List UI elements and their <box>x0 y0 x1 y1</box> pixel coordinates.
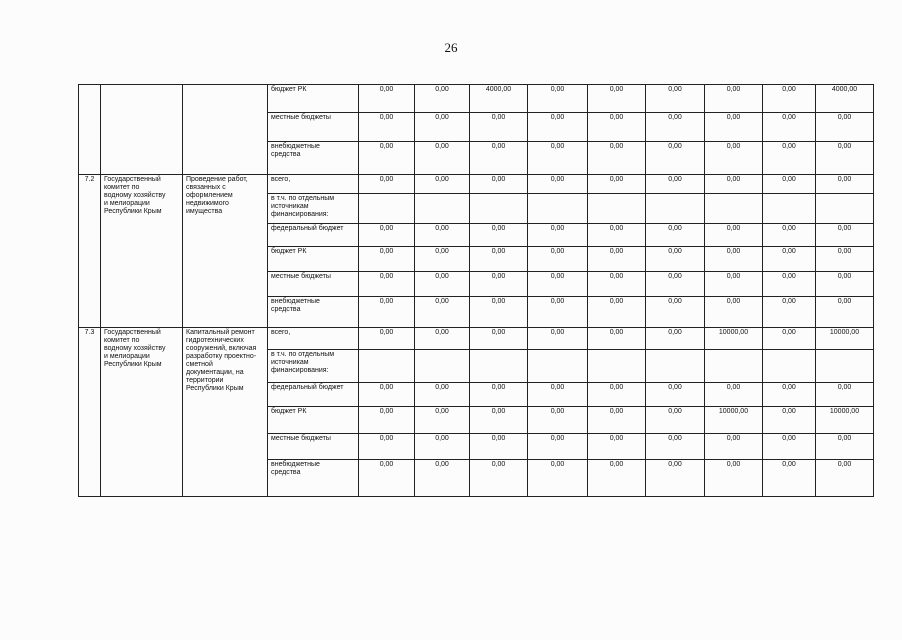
amount-cell: 0,00 <box>359 142 415 175</box>
amount-cell: 0,00 <box>528 460 588 497</box>
amount-cell: 0,00 <box>470 142 528 175</box>
amount-cell: 0,00 <box>470 407 528 434</box>
amount-cell: 0,00 <box>816 297 874 328</box>
executor-cell: Государственный комитет по водному хозяйству и мелиорации Республики Крым <box>101 328 183 497</box>
amount-cell: 0,00 <box>528 297 588 328</box>
amount-cell: 0,00 <box>470 224 528 247</box>
amount-cell: 0,00 <box>588 113 646 142</box>
amount-cell: 0,00 <box>415 113 470 142</box>
amount-cell: 0,00 <box>763 142 816 175</box>
amount-cell: 0,00 <box>528 142 588 175</box>
funding-source-cell: местные бюджеты <box>268 113 359 142</box>
amount-cell: 0,00 <box>359 434 415 460</box>
amount-cell: 0,00 <box>646 224 705 247</box>
amount-cell: 0,00 <box>359 113 415 142</box>
amount-cell: 0,00 <box>705 142 763 175</box>
amount-cell: 0,00 <box>528 85 588 113</box>
amount-cell: 0,00 <box>359 297 415 328</box>
amount-cell: 0,00 <box>705 175 763 194</box>
amount-cell <box>470 350 528 383</box>
amount-cell: 0,00 <box>763 407 816 434</box>
funding-source-cell: внебюджетные средства <box>268 142 359 175</box>
amount-cell: 0,00 <box>470 175 528 194</box>
funding-source-cell: бюджет РК <box>268 407 359 434</box>
amount-cell: 0,00 <box>415 460 470 497</box>
amount-cell: 10000,00 <box>705 328 763 350</box>
table-row <box>79 85 874 113</box>
funding-source-cell: внебюджетные средства <box>268 297 359 328</box>
amount-cell: 0,00 <box>359 85 415 113</box>
amount-cell: 0,00 <box>705 383 763 407</box>
action-cell: Капитальный ремонт гидротехнических сооружений, включая разработку проектно- сметной документации, на территории Республики Крым <box>183 328 268 497</box>
amount-cell: 0,00 <box>470 328 528 350</box>
row-number <box>79 85 101 175</box>
row-number: 7.3 <box>79 328 101 497</box>
amount-cell <box>816 194 874 224</box>
funding-source-cell: федеральный бюджет <box>268 383 359 407</box>
amount-cell: 0,00 <box>359 407 415 434</box>
action-cell <box>183 85 268 175</box>
table-row <box>79 175 874 194</box>
amount-cell: 0,00 <box>763 247 816 272</box>
amount-cell: 0,00 <box>588 224 646 247</box>
amount-cell: 0,00 <box>528 247 588 272</box>
funding-source-cell: федеральный бюджет <box>268 224 359 247</box>
amount-cell: 0,00 <box>470 460 528 497</box>
amount-cell: 0,00 <box>415 175 470 194</box>
amount-cell: 0,00 <box>763 434 816 460</box>
amount-cell: 0,00 <box>763 383 816 407</box>
amount-cell: 0,00 <box>588 272 646 297</box>
amount-cell: 0,00 <box>528 328 588 350</box>
amount-cell: 0,00 <box>646 247 705 272</box>
executor-cell <box>101 85 183 175</box>
action-cell: Проведение работ, связанных с оформлением недвижимого имущества <box>183 175 268 328</box>
amount-cell: 0,00 <box>415 297 470 328</box>
amount-cell: 0,00 <box>470 383 528 407</box>
amount-cell: 0,00 <box>588 175 646 194</box>
amount-cell: 0,00 <box>646 175 705 194</box>
amount-cell: 0,00 <box>816 224 874 247</box>
amount-cell: 0,00 <box>646 383 705 407</box>
amount-cell: 0,00 <box>528 383 588 407</box>
amount-cell: 10000,00 <box>816 328 874 350</box>
amount-cell: 0,00 <box>588 460 646 497</box>
amount-cell: 0,00 <box>646 460 705 497</box>
amount-cell: 0,00 <box>816 383 874 407</box>
amount-cell: 0,00 <box>705 297 763 328</box>
row-number: 7.2 <box>79 175 101 328</box>
amount-cell: 0,00 <box>816 434 874 460</box>
amount-cell: 0,00 <box>646 328 705 350</box>
amount-cell: 0,00 <box>415 224 470 247</box>
amount-cell: 10000,00 <box>705 407 763 434</box>
amount-cell: 0,00 <box>646 297 705 328</box>
amount-cell: 0,00 <box>588 434 646 460</box>
amount-cell: 0,00 <box>646 272 705 297</box>
amount-cell: 0,00 <box>763 85 816 113</box>
amount-cell: 0,00 <box>646 434 705 460</box>
amount-cell <box>528 350 588 383</box>
amount-cell: 0,00 <box>588 142 646 175</box>
amount-cell: 0,00 <box>646 142 705 175</box>
amount-cell: 0,00 <box>528 407 588 434</box>
amount-cell: 0,00 <box>646 85 705 113</box>
funding-source-cell: в т.ч. по отдельным источникам финансирования: <box>268 350 359 383</box>
amount-cell <box>646 350 705 383</box>
funding-source-cell: всего, <box>268 175 359 194</box>
amount-cell <box>646 194 705 224</box>
amount-cell: 0,00 <box>359 224 415 247</box>
amount-cell <box>705 194 763 224</box>
amount-cell <box>470 194 528 224</box>
amount-cell: 0,00 <box>359 175 415 194</box>
amount-cell: 0,00 <box>705 85 763 113</box>
funding-source-cell: местные бюджеты <box>268 434 359 460</box>
amount-cell: 0,00 <box>528 175 588 194</box>
amount-cell: 0,00 <box>646 113 705 142</box>
amount-cell: 0,00 <box>415 383 470 407</box>
amount-cell: 0,00 <box>705 224 763 247</box>
amount-cell <box>359 350 415 383</box>
amount-cell: 10000,00 <box>816 407 874 434</box>
funding-table <box>78 84 874 497</box>
amount-cell <box>763 350 816 383</box>
amount-cell: 0,00 <box>588 297 646 328</box>
amount-cell: 0,00 <box>470 434 528 460</box>
amount-cell: 0,00 <box>763 297 816 328</box>
amount-cell: 0,00 <box>470 247 528 272</box>
funding-source-cell: местные бюджеты <box>268 272 359 297</box>
executor-cell: Государственный комитет по водному хозяйству и мелиорации Республики Крым <box>101 175 183 328</box>
amount-cell: 0,00 <box>763 272 816 297</box>
amount-cell <box>415 350 470 383</box>
amount-cell: 0,00 <box>763 224 816 247</box>
amount-cell: 0,00 <box>816 247 874 272</box>
amount-cell: 0,00 <box>470 113 528 142</box>
amount-cell: 0,00 <box>816 272 874 297</box>
amount-cell: 0,00 <box>705 272 763 297</box>
funding-source-cell: бюджет РК <box>268 85 359 113</box>
amount-cell: 0,00 <box>415 85 470 113</box>
amount-cell: 0,00 <box>470 272 528 297</box>
amount-cell <box>415 194 470 224</box>
amount-cell: 0,00 <box>646 407 705 434</box>
amount-cell <box>588 350 646 383</box>
amount-cell: 0,00 <box>588 247 646 272</box>
amount-cell: 0,00 <box>415 272 470 297</box>
amount-cell: 0,00 <box>415 247 470 272</box>
amount-cell: 0,00 <box>359 328 415 350</box>
amount-cell: 0,00 <box>528 224 588 247</box>
amount-cell: 0,00 <box>528 272 588 297</box>
amount-cell: 0,00 <box>528 434 588 460</box>
funding-source-cell: внебюджетные средства <box>268 460 359 497</box>
amount-cell: 0,00 <box>359 272 415 297</box>
amount-cell: 4000,00 <box>816 85 874 113</box>
amount-cell <box>816 350 874 383</box>
amount-cell: 0,00 <box>415 328 470 350</box>
amount-cell: 0,00 <box>588 328 646 350</box>
amount-cell: 0,00 <box>816 113 874 142</box>
amount-cell: 0,00 <box>415 434 470 460</box>
amount-cell: 4000,00 <box>470 85 528 113</box>
table-row <box>79 328 874 350</box>
amount-cell: 0,00 <box>588 407 646 434</box>
amount-cell: 0,00 <box>528 113 588 142</box>
amount-cell: 0,00 <box>763 113 816 142</box>
funding-source-cell: в т.ч. по отдельным источникам финансирования: <box>268 194 359 224</box>
amount-cell <box>588 194 646 224</box>
amount-cell: 0,00 <box>359 383 415 407</box>
amount-cell <box>359 194 415 224</box>
amount-cell: 0,00 <box>763 175 816 194</box>
amount-cell: 0,00 <box>816 175 874 194</box>
amount-cell: 0,00 <box>588 85 646 113</box>
amount-cell <box>528 194 588 224</box>
amount-cell: 0,00 <box>415 142 470 175</box>
page-number: 26 <box>444 40 458 55</box>
amount-cell: 0,00 <box>816 142 874 175</box>
amount-cell: 0,00 <box>588 383 646 407</box>
amount-cell: 0,00 <box>705 460 763 497</box>
amount-cell: 0,00 <box>470 297 528 328</box>
amount-cell: 0,00 <box>705 247 763 272</box>
amount-cell <box>705 350 763 383</box>
amount-cell: 0,00 <box>359 460 415 497</box>
amount-cell: 0,00 <box>705 434 763 460</box>
amount-cell: 0,00 <box>816 460 874 497</box>
funding-source-cell: бюджет РК <box>268 247 359 272</box>
amount-cell: 0,00 <box>705 113 763 142</box>
amount-cell <box>763 194 816 224</box>
amount-cell: 0,00 <box>763 328 816 350</box>
amount-cell: 0,00 <box>359 247 415 272</box>
amount-cell: 0,00 <box>763 460 816 497</box>
amount-cell: 0,00 <box>415 407 470 434</box>
funding-source-cell: всего, <box>268 328 359 350</box>
